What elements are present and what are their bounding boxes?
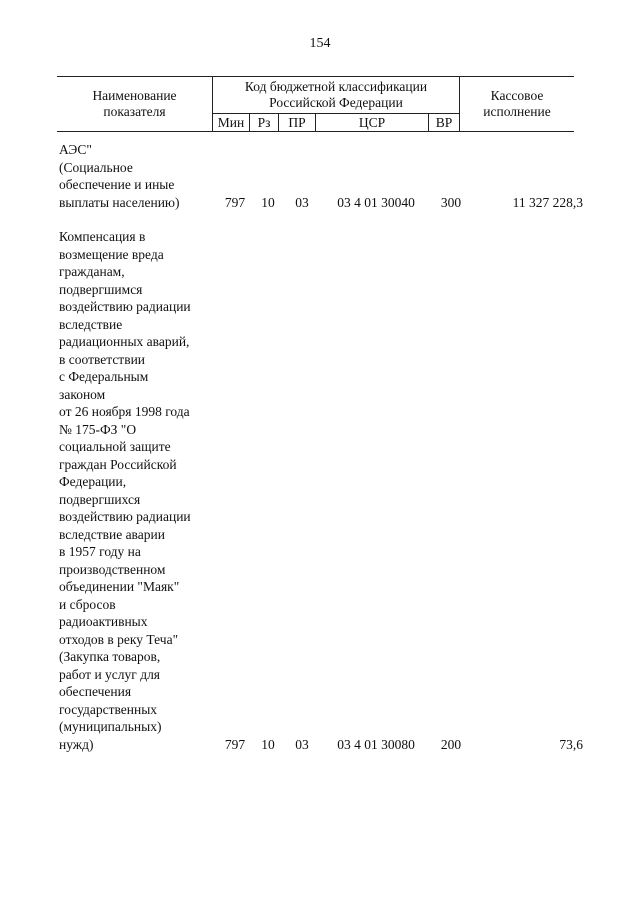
header-code-line2: Российской Федерации	[269, 95, 403, 110]
row-csr: 03 4 01 30040	[337, 194, 415, 210]
header-exec-line2: исполнение	[483, 104, 551, 119]
header-exec-line1: Кассовое	[490, 88, 544, 103]
header-name-cell	[57, 77, 213, 132]
row-vr: 200	[440, 736, 462, 752]
row-vr: 300	[440, 194, 462, 210]
table-header	[57, 76, 574, 132]
row-name: Компенсация в возмещение вреда гражданам, подвергшимся воздействию радиации вследствие радиационных аварий, в соответствии с Федеральным законом от 26 ноября 1998 года № 175-ФЗ "О социальной защите граждан Российской Федерации, подвергшихся воздействию радиации вследствие аварии в 1957 году на производственном объединении "Маяк" и сбросов радиоактивных отходов в реку Теча" (Закупка товаров, работ и услуг для обеспечения государственных (муниципальных) нужд)	[59, 229, 191, 752]
header-rz: Рз	[250, 114, 279, 132]
row-min: 797	[224, 736, 246, 752]
row-pr: 03	[295, 736, 309, 752]
row-sum: 73,6	[559, 736, 583, 752]
header-min: Мин	[213, 114, 250, 132]
header-exec-cell	[460, 77, 575, 132]
row-rz: 10	[261, 736, 275, 752]
row-csr: 03 4 01 30080	[337, 736, 415, 752]
row-pr: 03	[295, 194, 309, 210]
header-code-cell	[213, 77, 460, 114]
row-rz: 10	[261, 194, 275, 210]
header-name-line1: Наименование	[92, 88, 177, 103]
header-csr: ЦСР	[316, 114, 429, 132]
header-name-line2: показателя	[103, 104, 166, 119]
page-number: 154	[309, 36, 331, 51]
header-code-line1: Код бюджетной классификации	[244, 79, 428, 94]
row-min: 797	[224, 194, 246, 210]
header-pr: ПР	[279, 114, 316, 132]
header-vr: ВР	[429, 114, 460, 132]
row-name: АЭС" (Социальное обеспечение и иные выплаты населению)	[59, 142, 180, 210]
row-sum: 11 327 228,3	[512, 194, 583, 210]
